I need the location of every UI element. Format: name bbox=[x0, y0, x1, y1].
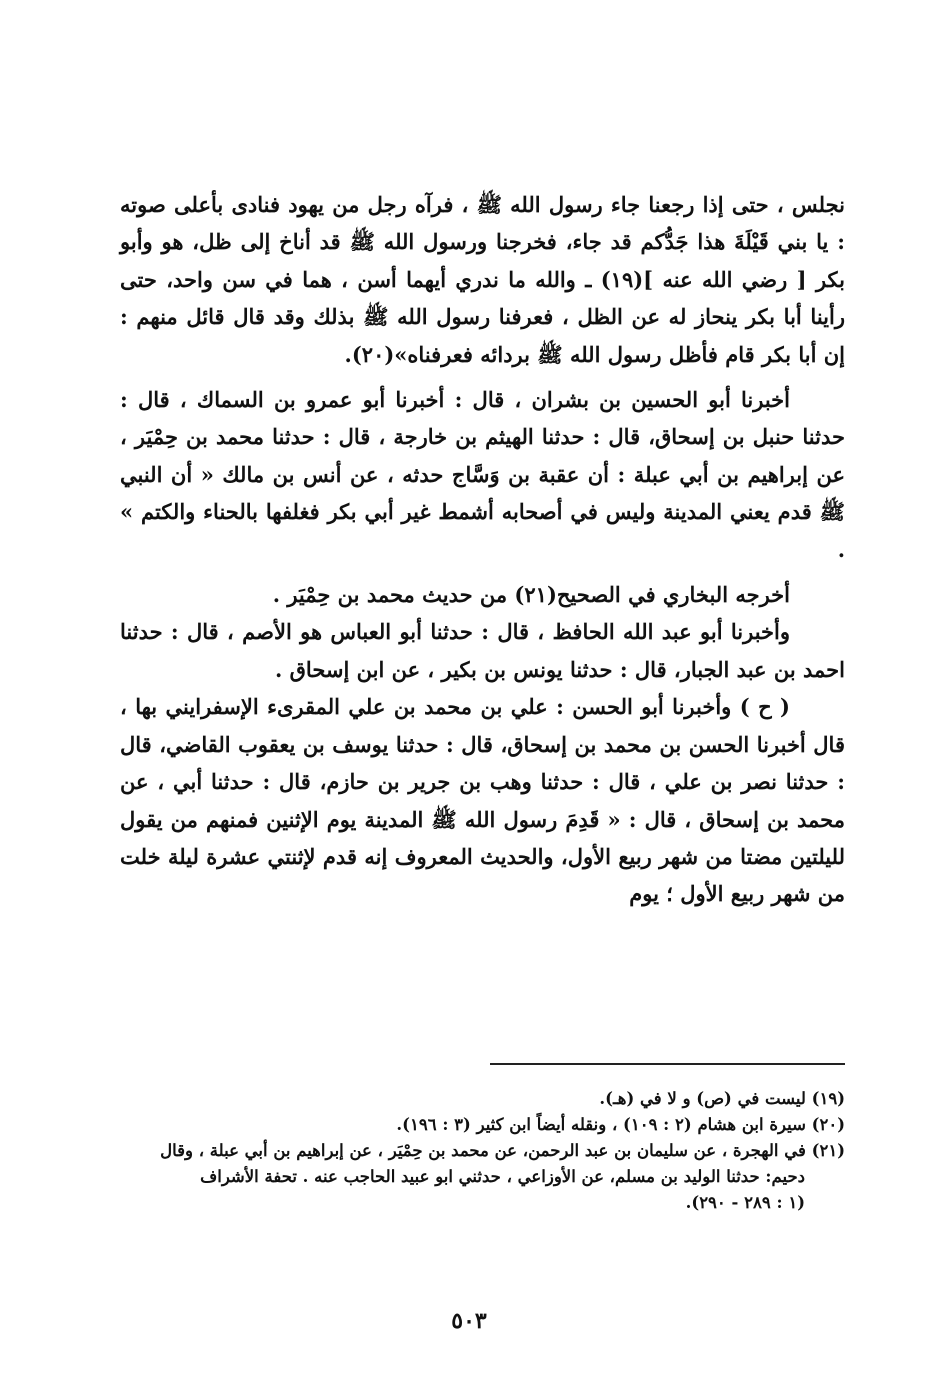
paragraph-ibn-ishaq-narration: ( ح ) وأخبرنا أبو الحسن : علي بن محمد بن علي المقرىء الإسفرايني بها ، قال أخبرنا الحسن بن محمد بن إسحاق، قال : حدثنا يوسف بن يعقوب القاضي، قال : حدثنا نصر بن علي ، قال : حدثنا وهب بن جرير بن حازم، قال : حدثنا أبي ، عن محمد بن إسحاق ، قال : « قَدِمَ رسول الله ﷺ المدينة يوم الإثنين فمنهم من يقول لليلتين مضتا من شهر ربيع الأول، والحديث المعروف إنه قدم لإثنتي عشرة ليلة خلت من شهر ربيع الأول ؛ يوم bbox=[120, 694, 845, 907]
main-text bbox=[120, 186, 845, 913]
footnote-21-end: (١ : ٢٨٩ - ٢٩٠). bbox=[685, 1193, 805, 1212]
page-number: ٥٠٣ bbox=[451, 1308, 487, 1334]
paragraph-hijra-arrival: نجلس ، حتى إذا رجعنا جاء رسول الله ﷺ ، فرآه رجل من يهود فنادى بأعلى صوته : يا بني قَيْلَةَ هذا جَدُّكم قد جاء، فخرجنا ورسول الله ﷺ قد أناخ إلى ظل، هو وأبو بكر [ رضي الله عنه ](١٩) ـ والله ما ندري أيهما أسن ، هما في سن واحد، حتى رأينا أبا بكر ينحاز له عن الظل ، فعرفنا رسول الله ﷺ بذلك وقد قال قائل منهم : إن أبا بكر قام فأظل رسول الله ﷺ بردائه فعرفناه»(٢٠). bbox=[120, 192, 845, 367]
paragraph-hakim-chain: وأخبرنا أبو عبد الله الحافظ ، قال : حدثنا أبو العباس هو الأصم ، قال : حدثنا احمد بن عبد الجبار، قال : حدثنا يونس بن بكير ، عن ابن إسحاق . bbox=[120, 619, 845, 682]
paragraph-anas-hadith: أخبرنا أبو الحسين بن بشران ، قال : أخبرنا أبو عمرو بن السماك ، قال : حدثنا حنبل بن إسحاق، قال : حدثنا الهيثم بن خارجة ، قال : حدثنا محمد بن حِمْيَر ، عن إبراهيم بن أبي عبلة : أن عقبة بن وَسَّاج حدثه ، عن أنس بن مالك « أن النبي ﷺ قدم يعني المدينة وليس في أصحابه أشمط غير أبي بكر فغلفها بالحناء والكتم » . bbox=[120, 387, 845, 562]
footnote-divider bbox=[490, 1063, 845, 1065]
paragraph-bukhari-reference: أخرجه البخاري في الصحيح(٢١) من حديث محمد بن حِمْيَر . bbox=[272, 582, 790, 608]
footnote-21: (٢١) في الهجرة ، عن سليمان بن عبد الرحمن، عن محمد بن حِمْيَر ، عن إبراهيم بن أبي عبلة ، وقال bbox=[160, 1141, 845, 1160]
footnote-21-continuation: دحيم: حدثنا الوليد بن مسلم، عن الأوزاعي ، حدثني ابو عبيد الحاجب عنه . تحفة الأشراف bbox=[200, 1167, 805, 1186]
footnote-20: (٢٠) سيرة ابن هشام (٢ : ١٠٩) ، ونقله أيضاً ابن كثير (٣ : ١٩٦). bbox=[396, 1115, 845, 1134]
footnote-19: (١٩) ليست في (ص) و لا في (هـ). bbox=[599, 1089, 845, 1108]
footnotes bbox=[118, 1086, 845, 1216]
